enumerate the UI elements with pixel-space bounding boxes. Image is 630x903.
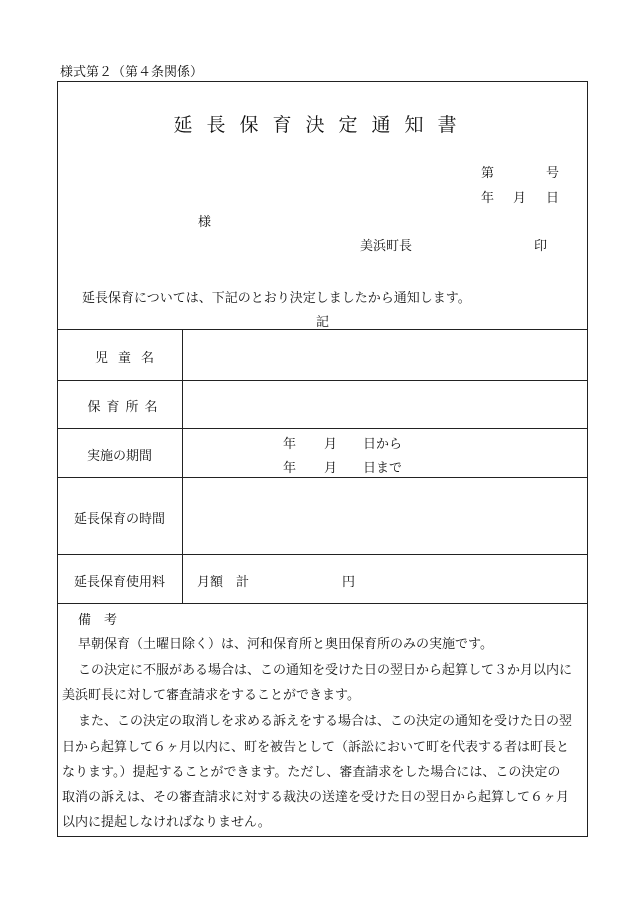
addressee-suffix: 様 bbox=[198, 215, 212, 230]
date-day: 日 bbox=[546, 191, 560, 206]
child-name-label: 児童名 bbox=[94, 351, 164, 366]
remarks-line: この決定に不服がある場合は、この通知を受けた日の翌日から起算して３か月以内に bbox=[78, 663, 573, 678]
remarks-line: なります。）提起することができます。ただし、審査請求をした場合には、この決定の bbox=[62, 765, 561, 780]
table-top-border bbox=[57, 329, 588, 330]
fee-monthly-label: 月額 bbox=[197, 575, 224, 590]
period-to-day: 日まで bbox=[363, 461, 403, 476]
remarks-line: 日から起算して６ヶ月以内に、町を被告として（訴訟において町を代表する者は町長と bbox=[62, 740, 570, 755]
fee-label: 延長保育使用料 bbox=[73, 575, 165, 590]
remarks-line: 早朝保育（土曜日除く）は、河和保育所と奥田保育所のみの実施です。 bbox=[78, 637, 493, 652]
row-divider bbox=[57, 477, 588, 478]
extended-time-field[interactable] bbox=[184, 479, 586, 552]
period-from-month: 月 bbox=[324, 437, 338, 452]
seal-mark: 印 bbox=[534, 239, 548, 254]
period-label: 実施の期間 bbox=[86, 449, 152, 464]
child-name-field[interactable] bbox=[184, 332, 586, 378]
remarks-line: 美浜町長に対して審査請求をすることができます。 bbox=[62, 688, 360, 703]
remarks-heading: 備 考 bbox=[78, 613, 118, 628]
doc-number-prefix: 第 bbox=[481, 166, 495, 181]
period-to-year: 年 bbox=[283, 461, 297, 476]
extended-time-label: 延長保育の時間 bbox=[73, 512, 165, 527]
row-divider bbox=[57, 554, 588, 555]
row-divider bbox=[57, 428, 588, 429]
remarks-line: また、この決定の取消しを求める訴えをする場合は、この決定の通知を受けた日の翌 bbox=[78, 714, 573, 729]
document-title: 延長保育決定通知書 bbox=[173, 114, 471, 136]
period-from-year: 年 bbox=[283, 437, 297, 452]
date-month: 月 bbox=[513, 191, 527, 206]
table-bottom-border bbox=[57, 603, 588, 604]
remarks-line: 取消の訴えは、その審査請求に対する裁決の送達を受けた日の翌日から起算して６ヶ月 bbox=[62, 790, 570, 805]
date-year: 年 bbox=[481, 191, 495, 206]
fee-total-label: 計 bbox=[236, 575, 250, 590]
fee-unit: 円 bbox=[342, 575, 356, 590]
period-to-month: 月 bbox=[324, 461, 338, 476]
form-number-label: 様式第２（第４条関係） bbox=[60, 65, 204, 80]
issuer-name: 美浜町長 bbox=[360, 239, 413, 254]
column-divider bbox=[182, 329, 183, 603]
remarks-line: 以内に提起しなければなりません。 bbox=[62, 815, 271, 830]
intro-text: 延長保育については、下記のとおり決定しましたから通知します。 bbox=[82, 291, 471, 306]
period-from-day: 日から bbox=[363, 437, 403, 452]
nursery-name-field[interactable] bbox=[184, 382, 586, 426]
nursery-name-label: 保育所名 bbox=[87, 400, 164, 415]
ki-label: 記 bbox=[316, 315, 330, 330]
row-divider bbox=[57, 380, 588, 381]
doc-number-suffix: 号 bbox=[546, 166, 560, 181]
